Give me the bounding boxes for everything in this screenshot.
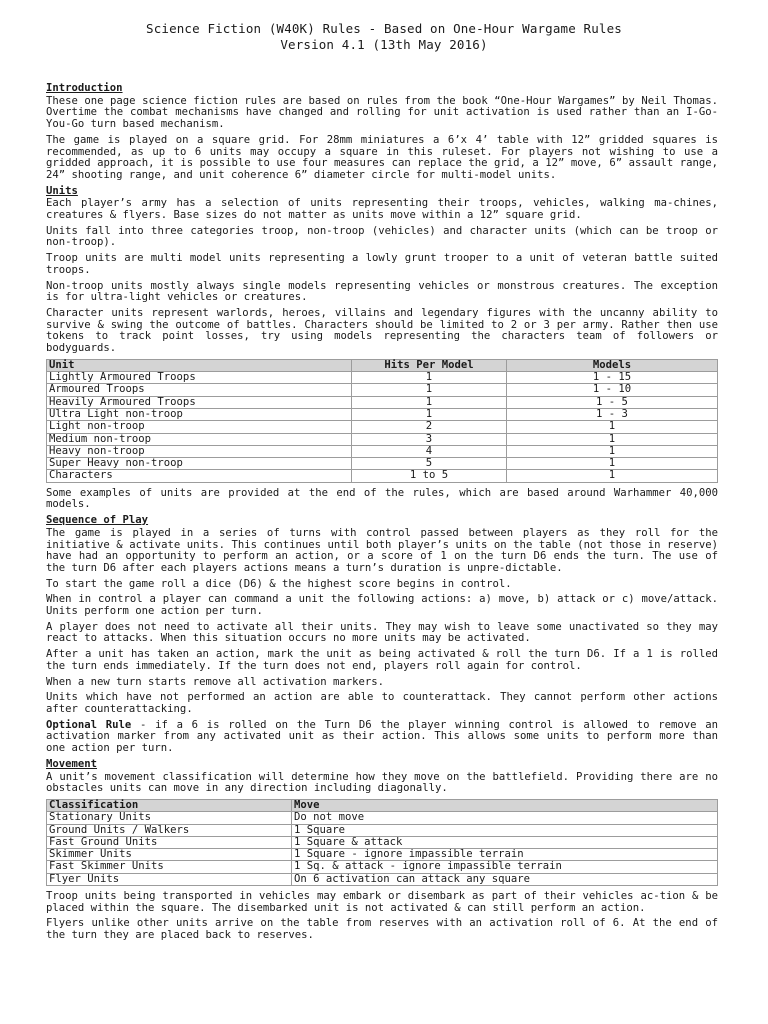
table-cell: 1 - 10 [507, 384, 718, 396]
unit-table-header-row [47, 359, 718, 371]
table-cell: Medium non-troop [47, 433, 352, 445]
document-body [46, 83, 718, 942]
movement-paragraph-2: Troop units being transported in vehicles may embark or disembark as part of their vehicles ac-tion & be placed within the square. The disembarked unit is not activated & can still perform an action. [46, 889, 718, 914]
intro-paragraph-2: The game is played on a square grid. For 28mm miniatures a 6’x 4’ table with 12” gridded squares is recommended, as up to 6 units may occupy a square in this ruleset. For players not wishing to use a gridded approach, it is possible to use four measures can replace the grid, a 12” move, 6” assault range, 24” shooting range, and unit coherence 6” diameter circle for multi-model units. [46, 133, 718, 181]
movement-table [46, 799, 718, 886]
table-row [47, 849, 718, 861]
sequence-paragraph-4: A player does not need to activate all their units. They may wish to leave some unactivated so they may react to attacks. When this situation occurs no more units may be activated. [46, 620, 718, 645]
sequence-paragraph-5: After a unit has taken an action, mark the unit as being activated & roll the turn D6. If a 1 is rolled the turn ends immediately. If the turn does not end, players roll again for control. [46, 648, 718, 672]
optional-rule-text: - if a 6 is rolled on the Turn D6 the player winning control is allowed to remove an activation marker from any activated unit as their action. This allows some units to perform more than one action per turn. [46, 718, 718, 755]
document-title: Science Fiction (W40K) Rules - Based on One-Hour Wargame Rules [146, 21, 622, 36]
optional-rule-label: Optional Rule [46, 718, 132, 731]
table-cell: Skimmer Units [47, 849, 292, 861]
units-paragraph-6: Some examples of units are provided at the end of the rules, which are based around Warhammer 40,000 models. [46, 486, 718, 511]
heading-sequence-of-play: Sequence of Play [46, 514, 149, 527]
unit-table-header-hits: Hits Per Model [352, 359, 507, 371]
document-version: Version 4.1 (13th May 2016) [280, 37, 488, 52]
table-cell: 4 [352, 445, 507, 457]
table-cell: 1 - 5 [507, 396, 718, 408]
table-cell: Heavily Armoured Troops [47, 396, 352, 408]
sequence-paragraph-6: When a new turn starts remove all activation markers. [46, 675, 385, 688]
table-cell: 1 [352, 408, 507, 420]
units-paragraph-3: Troop units are multi model units representing a lowly grunt trooper to a unit of veteran battle suited troops. [46, 252, 718, 276]
table-cell: 1 Square & attack [292, 836, 718, 848]
table-cell: 3 [352, 433, 507, 445]
table-row [47, 836, 718, 848]
unit-table-header-unit: Unit [47, 359, 352, 371]
heading-introduction: Introduction [46, 82, 123, 94]
table-row [47, 445, 718, 457]
table-cell: 1 [352, 372, 507, 384]
table-row [47, 408, 718, 420]
sequence-paragraph-2: To start the game roll a dice (D6) & the highest score begins in control. [46, 577, 512, 590]
table-cell: Light non-troop [47, 421, 352, 433]
units-paragraph-2: Units fall into three categories troop, non-troop (vehicles) and character units (which can be troop or non-troop). [46, 224, 718, 249]
document-page [46, 0, 718, 946]
heading-units: Units [46, 184, 78, 197]
table-row [47, 873, 718, 885]
movement-table-header-classification: Classification [47, 799, 292, 811]
units-paragraph-5: Character units represent warlords, heroes, villains and legendary figures with the uncanny ability to survive & swing the outcome of battles. Characters should be limited to 2 or 3 per army. Rather then use tokens to track point losses, try using models representing the characters team of followers or bodyguards. [46, 306, 718, 355]
movement-paragraph-3: Flyers unlike other units arrive on the table from reserves with an activation roll of 6. At the end of the turn they are placed back to reserves. [46, 917, 718, 942]
table-cell: 2 [352, 421, 507, 433]
table-cell: 1 [507, 445, 718, 457]
table-cell: 1 - 15 [507, 372, 718, 384]
table-row [47, 372, 718, 384]
table-cell: 1 [352, 396, 507, 408]
table-cell: 1 [507, 470, 718, 482]
heading-movement: Movement [46, 757, 98, 770]
unit-table-header-models: Models [507, 359, 718, 371]
table-cell: Characters [47, 470, 352, 482]
table-cell: Do not move [292, 812, 718, 824]
sequence-paragraph-3: When in control a player can command a unit the following actions: a) move, b) attack or c) move/attack. Units perform one action per turn. [46, 593, 718, 618]
table-cell: Heavy non-troop [47, 445, 352, 457]
units-paragraph-1: Each player’s army has a selection of units representing their troops, vehicles, walking ma-chines, creatures & flyers. Base sizes do not matter as units move within a 12” square grid. [46, 197, 718, 222]
table-row [47, 384, 718, 396]
table-row [47, 861, 718, 873]
intro-paragraph-1: These one page science fiction rules are based on rules from the book “One-Hour Wargames” by Neil Thomas. Overtime the combat mechanisms have changed and rolling for unit activation is used rather than an I-Go-You-Go turn based mechanism. [46, 94, 718, 131]
table-cell: Ground Units / Walkers [47, 824, 292, 836]
table-cell: 1 Sq. & attack - ignore impassible terrain [292, 861, 718, 873]
table-cell: Lightly Armoured Troops [47, 372, 352, 384]
table-cell: Stationary Units [47, 812, 292, 824]
table-cell: 1 - 3 [507, 408, 718, 420]
table-row [47, 458, 718, 470]
unit-table [46, 359, 718, 483]
table-cell: Fast Ground Units [47, 836, 292, 848]
movement-paragraph-1: A unit’s movement classification will determine how they move on the battlefield. Providing there are no obstacles units can move in any direction including diagonally. [46, 770, 718, 795]
table-cell: Ultra Light non-troop [47, 408, 352, 420]
table-cell: Armoured Troops [47, 384, 352, 396]
table-cell: 1 [352, 384, 507, 396]
table-cell: 1 [507, 421, 718, 433]
table-row [47, 421, 718, 433]
movement-table-header-move: Move [292, 799, 718, 811]
title-block [0, 0, 768, 53]
table-cell: 5 [352, 458, 507, 470]
table-cell: 1 Square - ignore impassible terrain [292, 849, 718, 861]
table-cell: 1 [507, 433, 718, 445]
table-row [47, 824, 718, 836]
optional-rule-paragraph [46, 720, 718, 755]
table-cell: 1 to 5 [352, 470, 507, 482]
table-cell: Fast Skimmer Units [47, 861, 292, 873]
table-row [47, 433, 718, 445]
table-cell: Flyer Units [47, 873, 292, 885]
table-cell: On 6 activation can attack any square [292, 873, 718, 885]
table-row [47, 812, 718, 824]
table-cell: Super Heavy non-troop [47, 458, 352, 470]
table-cell: 1 Square [292, 824, 718, 836]
sequence-paragraph-7: Units which have not performed an action are able to counterattack. They cannot perform other actions after counterattacking. [46, 691, 718, 715]
movement-table-header-row [47, 799, 718, 811]
units-paragraph-4: Non-troop units mostly always single models representing vehicles or monstrous creatures. The exception is for ultra-light vehicles or creatures. [46, 279, 718, 304]
sequence-paragraph-1: The game is played in a series of turns with control passed between players as they roll for the initiative & activate units. This continues until both player’s units on the table (not those in reserve) have had an opportunity to perform an action, or a score of 1 on the turn D6 ends the turn. The use of the turn D6 after each players actions means a turn’s duration is unpre-dictable. [46, 526, 718, 574]
table-row [47, 396, 718, 408]
table-row [47, 470, 718, 482]
table-cell: 1 [507, 458, 718, 470]
